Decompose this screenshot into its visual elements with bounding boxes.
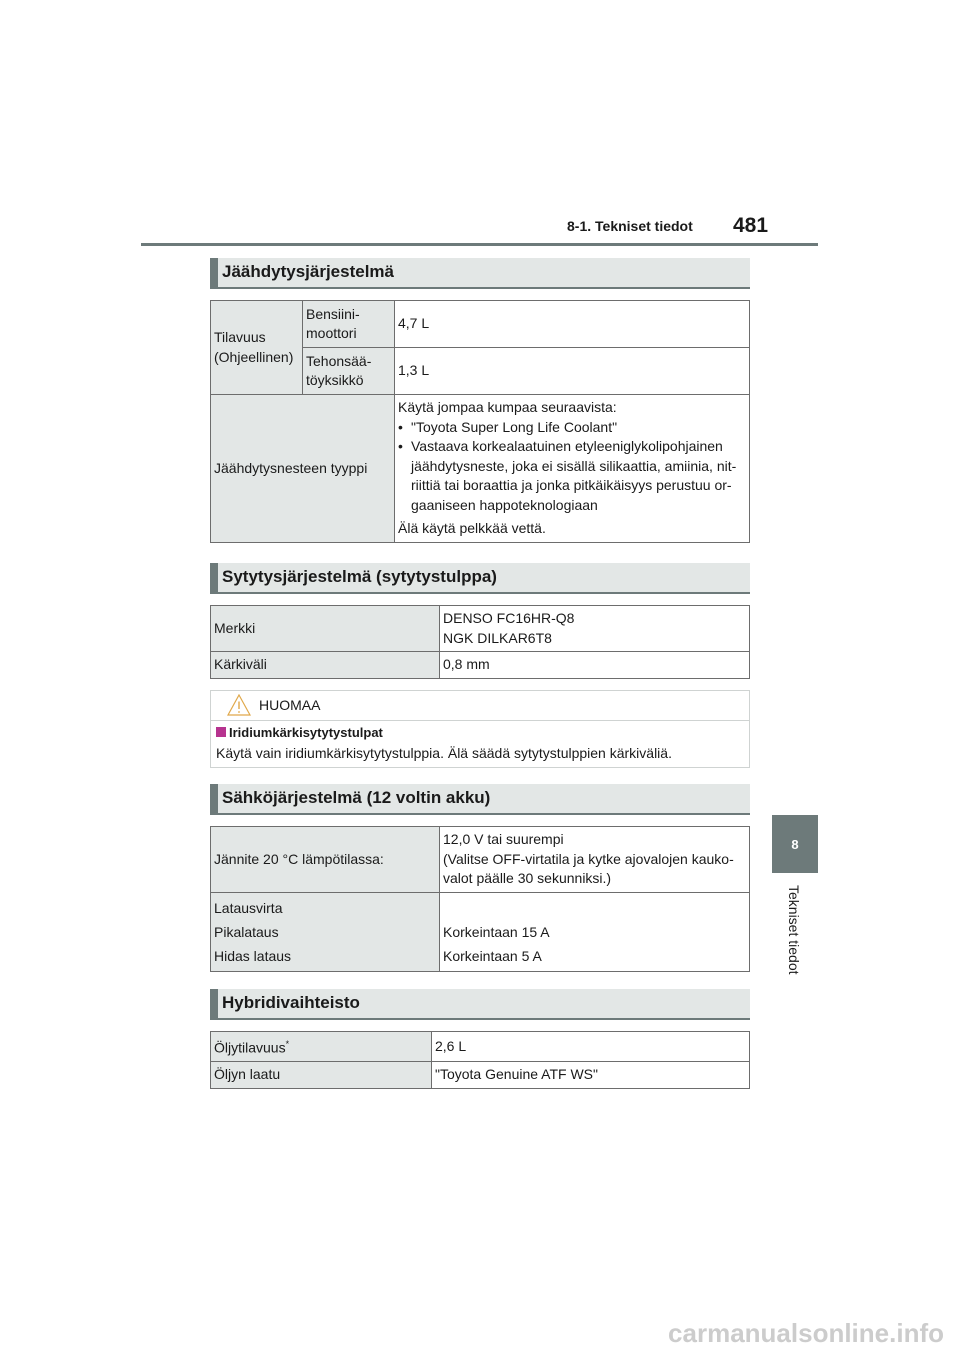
engine-label: Bensiini- moottori	[303, 301, 395, 348]
fast-charge-value: Korkeintaan 15 A	[443, 924, 550, 940]
oil-capacity-label: Öljytilavuus	[214, 1039, 286, 1056]
cooling-section-title: Jäähdytysjärjestelmä	[210, 258, 750, 289]
oil-quality-value: "Toyota Genuine ATF WS"	[432, 1062, 750, 1089]
gap-value: 0,8 mm	[440, 652, 750, 679]
capacity-label: Tilavuus (Ohjeellinen)	[211, 301, 303, 395]
inverter-value: 1,3 L	[395, 348, 750, 395]
coolant-type-note: Älä käytä pelkkää vettä.	[398, 520, 546, 537]
footer-watermark: carmanualsonline.info	[668, 1318, 944, 1348]
voltage-label: Jännite 20 °C lämpötilassa:	[211, 827, 440, 893]
notice-title: HUOMAA	[259, 697, 321, 713]
coolant-type-cell	[395, 395, 750, 543]
inverter-label: Tehonsää- töyksikkö	[303, 348, 395, 395]
ignition-table	[210, 605, 750, 679]
slow-charge-label: Hidas lataus	[214, 948, 292, 964]
notice-box	[210, 690, 750, 768]
brand-value: NGK DILKAR6T8	[443, 629, 552, 646]
notice-text: Käytä vain iridiumkärkisytytystulppia. Älä säädä sytytystulppien kärkiväliä.	[216, 745, 672, 761]
electrical-section-title: Sähköjärjestelmä (12 voltin akku)	[210, 784, 750, 815]
list-item: • Vastaava korkealaatuinen etyleeniglykolipohjainen jäähdytysneste, joka ei sisällä silikaattia, amiinia, nit- riittiä tai boraattia ja jonka pitkäikäisyys perustuu or- gaaniseen happoteknologiaan	[398, 437, 746, 515]
square-bullet-icon	[216, 727, 226, 737]
voltage-line: valot päälle 30 sekunniksi.)	[443, 870, 612, 887]
ignition-section-title: Sytytysjärjestelmä (sytytystulppa)	[210, 563, 750, 594]
brand-label: Merkki	[211, 606, 440, 652]
charging-label: Latausvirta	[214, 900, 283, 916]
coolant-type-intro: Käytä jompaa kumpaa seuraavista:	[398, 399, 617, 416]
warning-icon	[227, 694, 251, 716]
oil-capacity-label-cell	[211, 1032, 432, 1062]
notice-heading-row	[216, 725, 383, 740]
cooling-table	[210, 300, 750, 543]
notice-heading: Iridiumkärkisytytystulpat	[229, 725, 383, 740]
notice-header	[211, 691, 749, 721]
hybrid-section-title: Hybridivaihteisto	[210, 989, 750, 1020]
engine-value: 4,7 L	[395, 301, 750, 348]
oil-quality-label: Öljyn laatu	[211, 1062, 432, 1089]
brand-value: DENSO FC16HR-Q8	[443, 610, 575, 626]
brand-values	[440, 606, 750, 652]
voltage-line: (Valitse OFF-virtatila ja kytke ajovalojen kauko-	[443, 850, 734, 867]
footnote-mark: *	[285, 1039, 290, 1049]
fast-charge-label: Pikalataus	[214, 924, 279, 940]
hybrid-table	[210, 1031, 750, 1089]
coolant-type-list	[398, 418, 746, 516]
list-item: • "Toyota Super Long Life Coolant"	[398, 418, 746, 438]
header-rule	[141, 243, 818, 246]
page-number: 481	[733, 214, 769, 237]
slow-charge-value: Korkeintaan 5 A	[443, 948, 542, 964]
oil-capacity-value: 2,6 L	[432, 1032, 750, 1062]
coolant-type-label: Jäähdytysnesteen tyyppi	[211, 395, 395, 543]
charging-labels	[211, 893, 440, 972]
chapter-side-label: Tekniset tiedot	[786, 885, 802, 975]
electrical-table	[210, 826, 750, 972]
voltage-values	[440, 827, 750, 893]
gap-label: Kärkiväli	[211, 652, 440, 679]
section-header: 8-1. Tekniset tiedot	[567, 218, 693, 234]
voltage-line: 12,0 V tai suurempi	[443, 831, 564, 848]
charging-values	[440, 893, 750, 972]
chapter-tab[interactable]: 8	[772, 815, 818, 873]
